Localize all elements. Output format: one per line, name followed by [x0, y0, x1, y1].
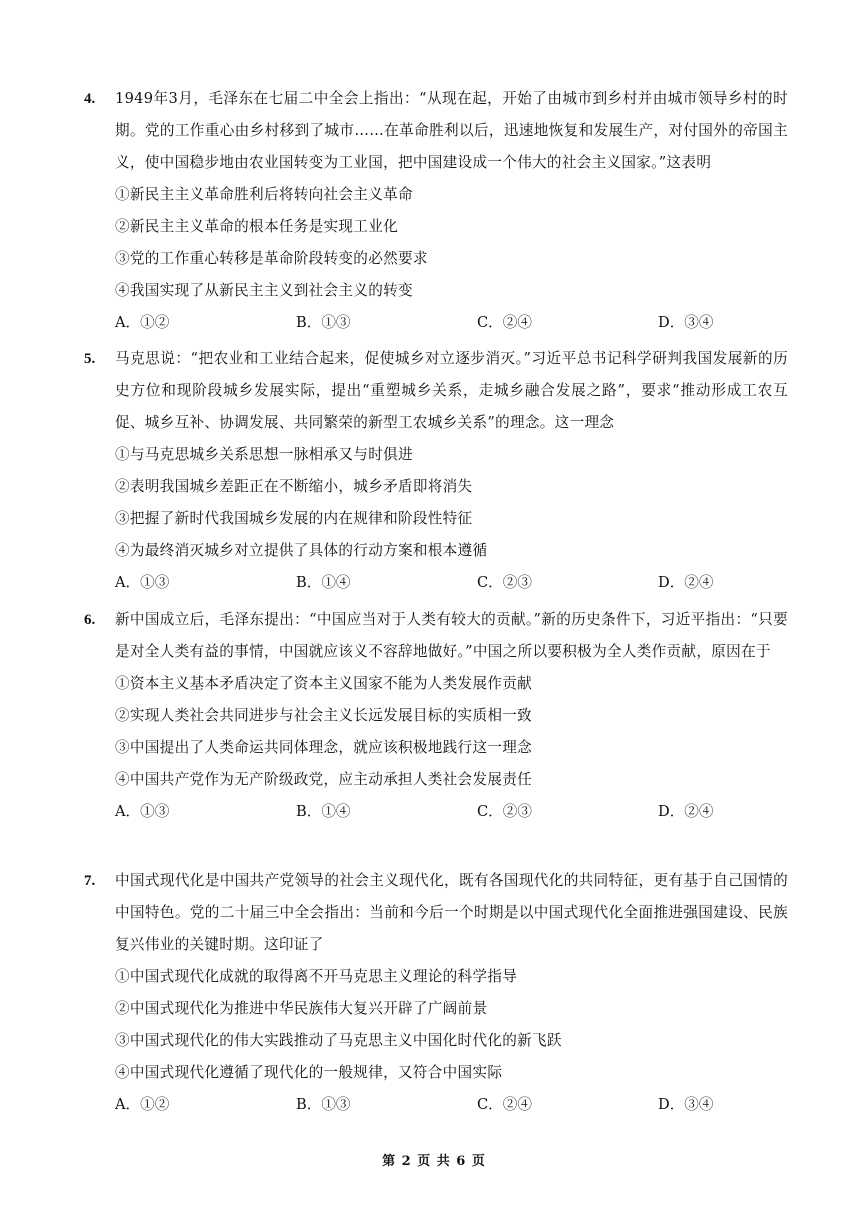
- choice-a[interactable]: A．①②: [115, 1096, 170, 1113]
- choice-d[interactable]: D．③④: [658, 1096, 714, 1113]
- question-7: [84, 865, 788, 1121]
- question-stem: 中国式现代化是中国共产党领导的社会主义现代化，既有各国现代化的共同特征，更有基于自己国情的中国特色。党的二十届三中全会指出：当前和今后一个时期是以中国式现代化全面推进强国建设、民族复兴伟业的关键时期。这印证了: [115, 872, 788, 953]
- answer-choices: [115, 1089, 788, 1121]
- statement-1: ①资本主义基本矛盾决定了资本主义国家不能为人类发展作贡献: [115, 675, 533, 692]
- statement-1: ①与马克思城乡关系思想一脉相承又与时俱进: [115, 446, 413, 463]
- question-stem: 马克思说：“把农业和工业结合起来，促使城乡对立逐步消灭。”习近平总书记科学研判我国发展新的历史方位和现阶段城乡发展实际，提出“重塑城乡关系，走城乡融合发展之路”，要求“推动形成工农互促、城乡互补、协调发展、共同繁荣的新型工农城乡关系”的理念。这一理念: [115, 350, 788, 431]
- answer-choices: [115, 796, 788, 828]
- statement-4: ④中国共产党作为无产阶级政党，应主动承担人类社会发展责任: [115, 771, 533, 788]
- choice-b[interactable]: B．①④: [296, 574, 351, 591]
- statement-3: ③党的工作重心转移是革命阶段转变的必然要求: [115, 250, 428, 267]
- answer-choices: [115, 567, 788, 599]
- question-stem: 1949年3月，毛泽东在七届二中全会上指出：“从现在起，开始了由城市到乡村并由城市领导乡村的时期。党的工作重心由乡村移到了城市……在革命胜利以后，迅速地恢复和发展生产，对付国外的帝国主义，使中国稳步地由农业国转变为工业国，把中国建设成一个伟大的社会主义国家。”这表明: [115, 90, 788, 171]
- statement-3: ③中国式现代化的伟大实践推动了马克思主义中国化时代化的新飞跃: [115, 1032, 562, 1049]
- statement-2: ②中国式现代化为推进中华民族伟大复兴开辟了广阔前景: [115, 1000, 488, 1017]
- statement-4: ④我国实现了从新民主主义到社会主义的转变: [115, 282, 413, 299]
- statement-4: ④为最终消灭城乡对立提供了具体的行动方案和根本遵循: [115, 542, 488, 559]
- choice-a[interactable]: A．①②: [115, 314, 170, 331]
- choice-a[interactable]: A．①③: [115, 803, 170, 820]
- question-number: 6.: [84, 612, 96, 628]
- choice-d[interactable]: D．③④: [658, 314, 714, 331]
- statement-1: ①新民主主义革命胜利后将转向社会主义革命: [115, 186, 413, 203]
- choice-c[interactable]: C．②③: [477, 803, 532, 820]
- statement-3: ③中国提出了人类命运共同体理念，就应该积极地践行这一理念: [115, 739, 533, 756]
- statement-2: ②实现人类社会共同进步与社会主义长远发展目标的实质相一致: [115, 707, 533, 724]
- choice-d[interactable]: D．②④: [658, 803, 714, 820]
- question-stem: 新中国成立后，毛泽东提出：“中国应当对于人类有较大的贡献。”新的历史条件下，习近平指出：“只要是对全人类有益的事情，中国就应该义不容辞地做好。”中国之所以要积极为全人类作贡献，原因在于: [115, 611, 788, 660]
- choice-b[interactable]: B．①③: [296, 1096, 351, 1113]
- choice-c[interactable]: C．②④: [477, 314, 532, 331]
- answer-choices: [115, 307, 788, 339]
- choice-b[interactable]: B．①④: [296, 803, 351, 820]
- statement-1: ①中国式现代化成就的取得离不开马克思主义理论的科学指导: [115, 968, 518, 985]
- question-number: 5.: [84, 351, 96, 367]
- choice-c[interactable]: C．②③: [477, 574, 532, 591]
- choice-a[interactable]: A．①③: [115, 574, 170, 591]
- question-number: 4.: [84, 91, 96, 107]
- choice-c[interactable]: C．②④: [477, 1096, 532, 1113]
- statement-3: ③把握了新时代我国城乡发展的内在规律和阶段性特征: [115, 510, 473, 527]
- question-6: [84, 604, 788, 828]
- statement-2: ②表明我国城乡差距正在不断缩小，城乡矛盾即将消失: [115, 478, 473, 495]
- choice-d[interactable]: D．②④: [658, 574, 714, 591]
- question-number: 7.: [84, 873, 96, 889]
- question-5: [84, 343, 788, 599]
- question-4: [84, 83, 788, 339]
- statement-2: ②新民主主义革命的根本任务是实现工业化: [115, 218, 398, 235]
- page-footer: 第 2 页 共 6 页: [382, 1154, 486, 1169]
- statement-4: ④中国式现代化遵循了现代化的一般规律，又符合中国实际: [115, 1064, 503, 1081]
- choice-b[interactable]: B．①③: [296, 314, 351, 331]
